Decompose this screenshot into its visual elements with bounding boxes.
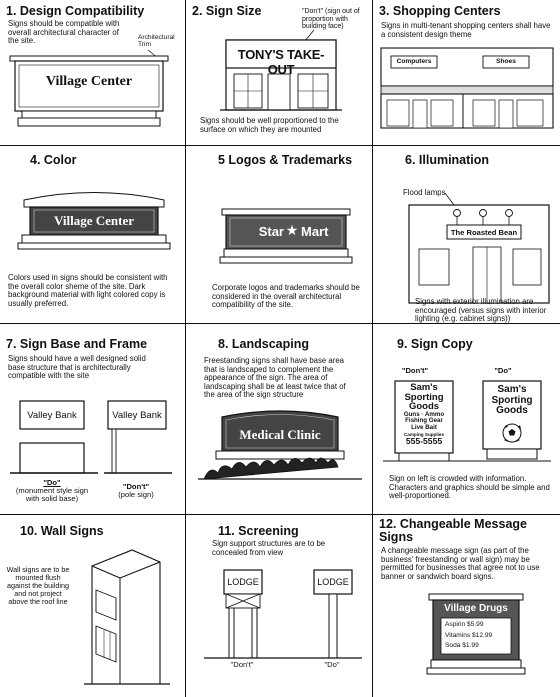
- price-row: [445, 641, 509, 652]
- panel-title: 1. Design Compatibility: [6, 4, 145, 18]
- item-name: Aspirin: [445, 621, 466, 628]
- shopping-center-illustration: [373, 0, 560, 145]
- panel-changeable-message-signs: [373, 514, 560, 697]
- callout-label: Flood lamps: [403, 188, 446, 197]
- panel-landscaping: [186, 323, 373, 514]
- panel-title: 4. Color: [30, 153, 77, 167]
- sign-text: Computers: [396, 58, 432, 65]
- wall-sign-illustration: [0, 514, 186, 697]
- panel-title: 6. Illumination: [405, 153, 490, 167]
- sign-line: 555-5555: [405, 436, 443, 447]
- sign-text: TONY'S TAKE-OUT: [237, 47, 325, 77]
- do-label: "Do": [324, 660, 340, 669]
- panel-text: Colors used in signs should be consistent with the overall color sheme of the site. Dark background material with light colored copy is usually preferred.: [8, 273, 168, 308]
- sign-text: LODGE: [317, 577, 349, 587]
- dont-label: "Don't": [401, 366, 429, 375]
- panel-title: 5 Logos & Trademarks: [218, 153, 353, 167]
- sign-line: Sam's: [497, 384, 527, 395]
- do-label: "Do": [43, 478, 61, 487]
- panel-logos-trademarks: [186, 145, 373, 323]
- panel-title: 7. Sign Base and Frame: [6, 337, 148, 351]
- sign-text: Shoes: [496, 58, 516, 65]
- item-price: $5.99: [467, 621, 484, 628]
- sign-line: Guns · Ammo: [403, 410, 445, 418]
- item-price: $12.99: [472, 631, 493, 639]
- screening-comparison-illustration: [186, 514, 373, 697]
- panel-color: [0, 145, 186, 323]
- panel-text: Corporate logos and trademarks should be considered in the overall architectural compatibility of the site.: [212, 283, 360, 310]
- panel-text: Freestanding signs shall have base area that is landscaped to complement the appearance of the sign. The area of landscaping shall be at least twice that of the area of the sign structure: [204, 356, 346, 400]
- panel-sign-base-frame: [0, 323, 186, 514]
- item-name: Vitamins: [445, 631, 471, 639]
- panel-sign-size: [186, 0, 373, 145]
- panel-text: Signs should be well proportioned to the surface on which they are mounted: [200, 116, 339, 134]
- panel-title: 9. Sign Copy: [397, 337, 473, 351]
- logo-word-left: Star: [258, 224, 284, 239]
- panel-text: Signs in multi-tenant shopping centers shall have a consistent design theme: [381, 21, 551, 39]
- panel-screening: [186, 514, 373, 697]
- sign-text: Village Center: [45, 74, 133, 89]
- panel-title: 2. Sign Size: [192, 4, 262, 18]
- panel-text: Signs with exterior illumination are encouraged (versus signs with interior lighting (e.g. cabinet signs)): [415, 297, 547, 323]
- price-row: [445, 631, 509, 642]
- panel-illumination: [373, 145, 560, 323]
- do-note: (monument style sign with solid base): [15, 486, 89, 504]
- price-row: [445, 620, 509, 631]
- dont-note: (pole sign): [118, 490, 154, 499]
- panel-shopping-centers: [373, 0, 560, 145]
- monument-sign-illustration: [0, 0, 186, 145]
- sign-line: Sam's: [410, 382, 438, 393]
- panel-title: 8. Landscaping: [218, 337, 309, 351]
- sign-text: The Roasted Bean: [450, 228, 518, 237]
- dont-label: "Don't": [122, 482, 150, 491]
- panel-text: Signs should have a well designed solid base structure that is architecturally compatible with the site: [8, 354, 146, 381]
- panel-text: A changeable message sign (as part of the business' freestanding or wall sign) may be permitted for businesses that agree not to use banner or sandwich board signs.: [381, 546, 540, 581]
- sign-text: Village Center: [53, 213, 135, 228]
- callout-label: "Don't" (sign out of proportion with building face): [302, 8, 360, 31]
- sign-text: Valley Bank: [27, 410, 77, 421]
- panel-title: 3. Shopping Centers: [379, 4, 501, 18]
- item-name: Soda: [445, 642, 461, 649]
- panel-text: Wall signs are to be mounted flush against the building and not project above the roof line: [6, 565, 70, 606]
- sign-line: Camping Supplies: [403, 431, 445, 437]
- sign-text: Village Drugs: [444, 603, 508, 614]
- panel-title: 12. Changeable Message Signs: [379, 517, 527, 544]
- price-list: [445, 620, 509, 652]
- panel-wall-signs: [0, 514, 186, 697]
- panel-title: 11. Screening: [218, 524, 299, 538]
- sign-line: Live Bait: [411, 424, 437, 432]
- panel-text: Sign support structures are to be concealed from view: [212, 539, 326, 557]
- panel-design-compatibility: [0, 0, 186, 145]
- star-icon: ★: [285, 222, 299, 238]
- dont-label: "Don't": [230, 660, 254, 669]
- panel-text: Signs should be compatible with overall architectural character of the site.: [8, 19, 120, 46]
- sign-line: Fishing Gear: [405, 417, 443, 425]
- logo-word-right: Mart: [301, 224, 329, 239]
- item-price: $1.99: [462, 642, 479, 649]
- landscaped-sign-illustration: [186, 323, 373, 514]
- sign-text: LODGE: [227, 577, 259, 587]
- do-label: "Do": [494, 366, 512, 375]
- panel-title: 10. Wall Signs: [20, 524, 104, 538]
- sign-text: Medical Clinic: [239, 427, 321, 442]
- panel-sign-copy: [373, 323, 560, 514]
- sign-line: Sporting: [491, 394, 533, 406]
- sign-text: Valley Bank: [112, 410, 162, 421]
- panel-text: Sign on left is crowded with information. Characters and graphics should be simple and well-proportioned.: [389, 474, 550, 501]
- sign-line: Goods: [408, 401, 440, 412]
- sign-line: Goods: [496, 405, 528, 416]
- sign-line: Sporting: [404, 391, 444, 403]
- callout-label: Architectural Trim: [138, 34, 175, 48]
